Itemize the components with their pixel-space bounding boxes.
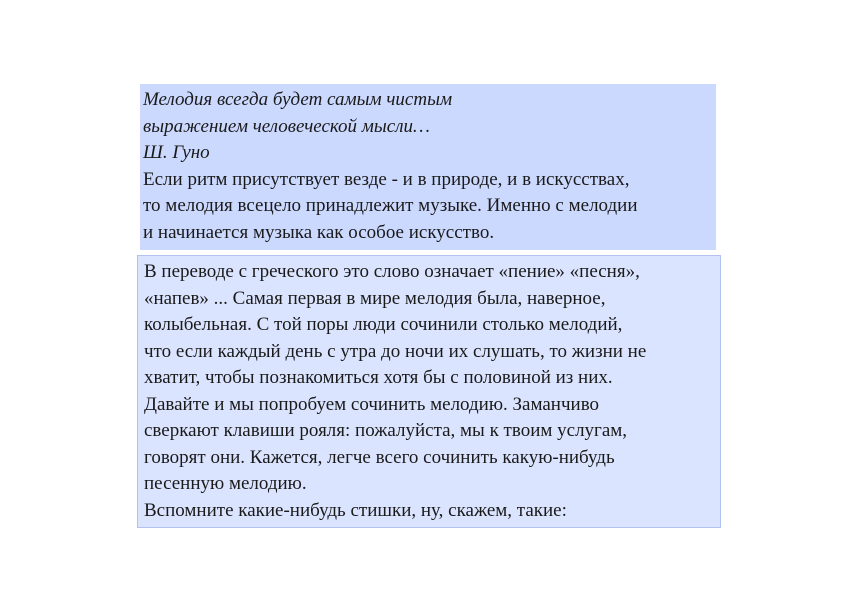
body-line: Давайте и мы попробуем сочинить мелодию. Заманчиво <box>144 393 600 415</box>
body-line: песенную мелодию. <box>144 473 307 494</box>
body-line: что если каждый день с утра до ночи их слушать, то жизни не <box>144 340 647 362</box>
body-line: «напев» ... Самая первая в мире мелодия была, наверное, <box>144 287 606 309</box>
intro-line: Если ритм присутствует везде - и в природе, и в искусствах, <box>143 168 630 190</box>
body-text-box <box>137 255 721 528</box>
body-line: В переводе с греческого это слово означает «пение» «песня», <box>144 261 640 282</box>
body-line: Вспомните какие-нибудь стишки, ну, скажем, такие: <box>144 499 567 521</box>
epigraph-author: Ш. Гуно <box>143 142 210 163</box>
body-line: говорят они. Кажется, легче всего сочинить какую-нибудь <box>144 446 615 468</box>
intro-line: и начинается музыка как особое искусство. <box>143 221 495 243</box>
intro-paragraph <box>143 167 716 247</box>
epigraph-line: Мелодия всегда будет самым чистым <box>143 89 453 110</box>
intro-line: то мелодия всецело принадлежит музыке. Именно с мелодии <box>143 195 638 216</box>
quote-box <box>140 84 716 250</box>
body-line: колыбельная. С той поры люди сочинили столько мелодий, <box>144 314 623 335</box>
body-line: сверкают клавиши рояля: пожалуйста, мы к твоим услугам, <box>144 420 628 441</box>
body-line: хватит, чтобы познакомиться хотя бы с половиной из них. <box>144 367 613 388</box>
epigraph <box>143 87 716 167</box>
epigraph-line: выражением человеческой мысли… <box>143 115 430 137</box>
